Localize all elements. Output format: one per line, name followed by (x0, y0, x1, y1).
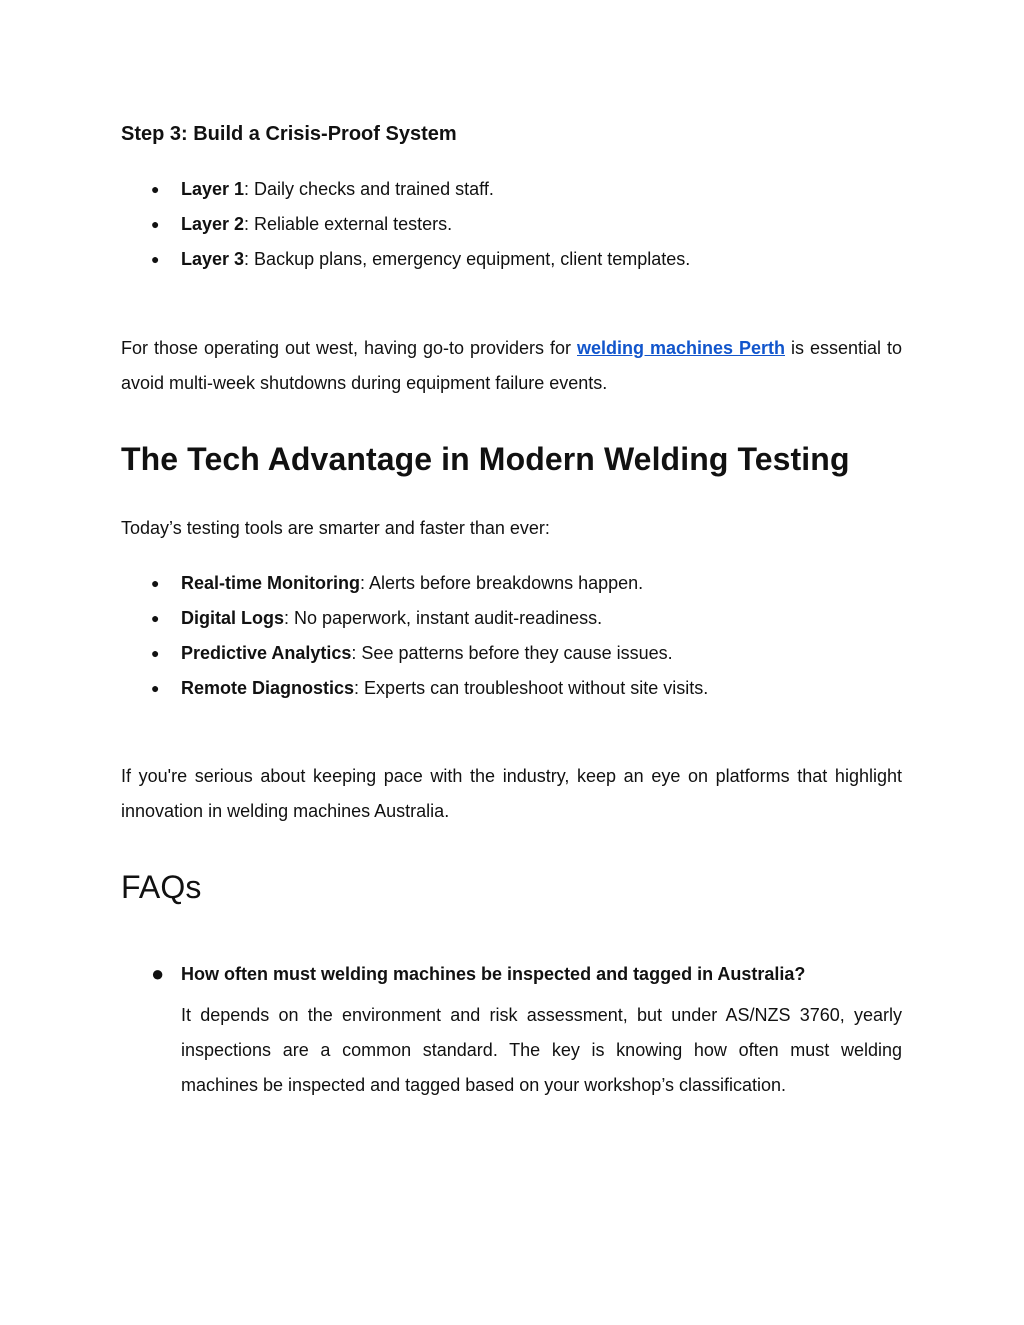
list-item-term: Layer 2 (181, 214, 245, 234)
list-item-term: Layer 3 (181, 249, 245, 269)
perth-paragraph (121, 331, 902, 401)
list-item (121, 566, 902, 601)
list-item-text: : See patterns before they cause issues. (351, 643, 673, 663)
list-item-text: : Reliable external testers. (244, 214, 453, 234)
list-item (121, 671, 902, 706)
tech-closing-paragraph: If you're serious about keeping pace with the industry, keep an eye on platforms that highlight innovation in welding machines Australia. (121, 766, 902, 821)
bullet-icon: ● (151, 251, 160, 267)
welding-machines-perth-link[interactable]: welding machines Perth (577, 338, 785, 358)
list-item-text: : Experts can troubleshoot without site visits. (354, 678, 709, 698)
step3-heading: Step 3: Build a Crisis-Proof System (121, 123, 457, 145)
faq-question-text: How often must welding machines be inspected and tagged in Australia? (181, 964, 806, 984)
perth-paragraph-before: For those operating out west, having go-to providers for (121, 338, 577, 358)
bullet-icon: ● (151, 181, 160, 197)
faq-question (121, 958, 902, 990)
bullet-icon: ● (151, 645, 160, 661)
list-item (121, 242, 902, 277)
tech-heading: The Tech Advantage in Modern Welding Testing (121, 441, 850, 477)
list-item-term: Predictive Analytics (181, 643, 352, 663)
bullet-icon: ● (151, 610, 160, 626)
list-item-term: Layer 1 (181, 179, 245, 199)
bullet-icon: ● (151, 575, 160, 591)
list-item-text: : Daily checks and trained staff. (244, 179, 494, 199)
bullet-icon: ● (151, 961, 165, 986)
list-item-text: : Backup plans, emergency equipment, client templates. (244, 249, 691, 269)
list-item-text: : Alerts before breakdowns happen. (360, 573, 644, 593)
list-item-term: Remote Diagnostics (181, 678, 355, 698)
tech-intro: Today’s testing tools are smarter and faster than ever: (121, 518, 550, 538)
list-item (121, 601, 902, 636)
bullet-icon: ● (151, 680, 160, 696)
list-item-text: : No paperwork, instant audit-readiness. (284, 608, 603, 628)
faq-item (121, 958, 902, 1103)
step3-list (121, 172, 902, 277)
tech-list (121, 566, 902, 706)
list-item-term: Digital Logs (181, 608, 284, 628)
bullet-icon: ● (151, 216, 160, 232)
faqs-heading: FAQs (121, 869, 202, 905)
list-item (121, 207, 902, 242)
perth-paragraph-after: is essential to avoid multi-week shutdowns during equipment failure events. (121, 338, 902, 393)
list-item (121, 172, 902, 207)
list-item-term: Real-time Monitoring (181, 573, 360, 593)
list-item (121, 636, 902, 671)
faq-answer: It depends on the environment and risk assessment, but under AS/NZS 3760, yearly inspections are a common standard. The key is knowing how often must welding machines be inspected and tagged based on your workshop’s classification. (181, 1005, 902, 1095)
